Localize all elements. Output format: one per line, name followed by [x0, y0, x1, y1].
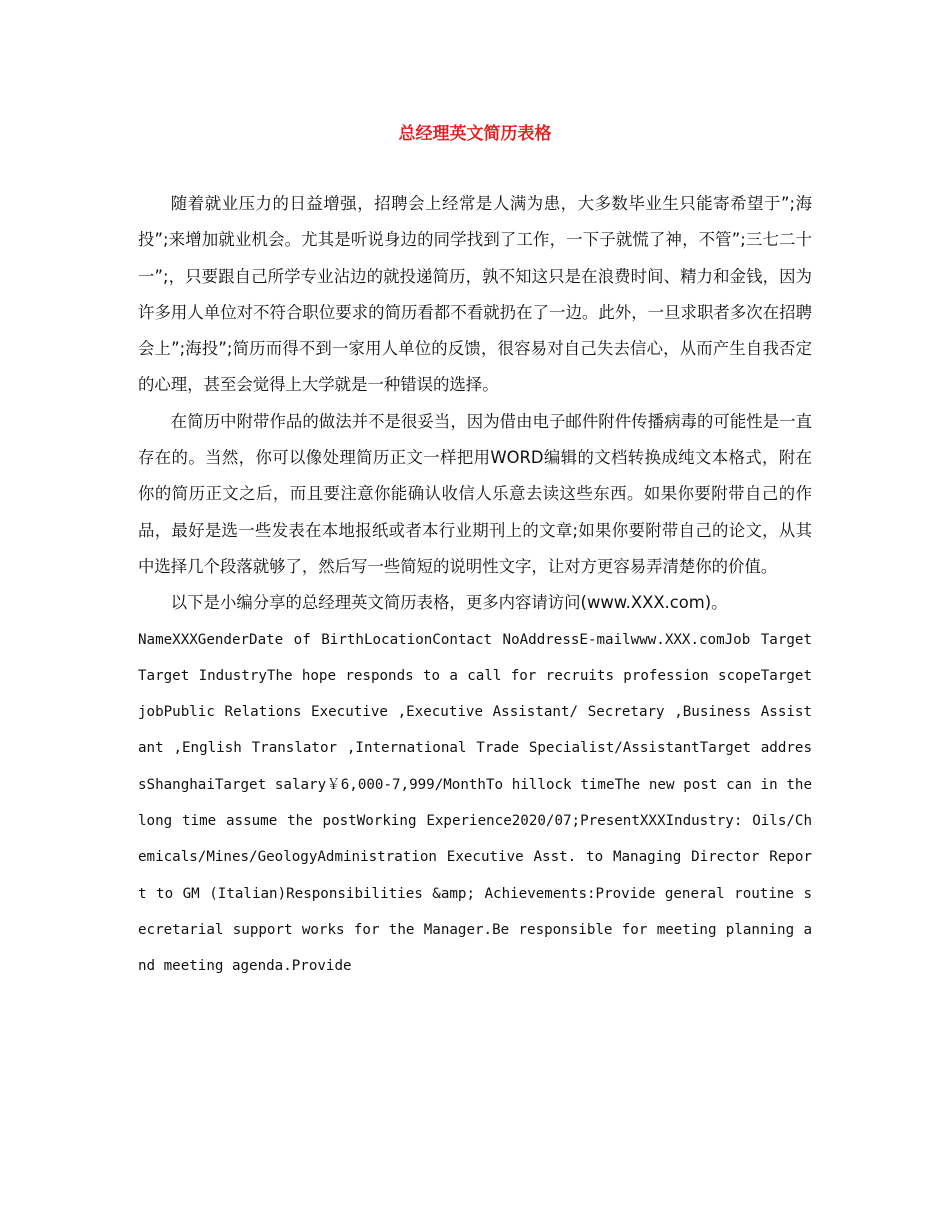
document-body [138, 186, 812, 985]
paragraph-share-note: 以下是小编分享的总经理英文简历表格，更多内容请访问(www.XXX.com)。 [170, 593, 728, 613]
paragraph-intro: 随着就业压力的日益增强，招聘会上经常是人满为患，大多数毕业生只能寄希望于”;海投”;来增加就业机会。尤其是听说身边的同学找到了工作，一下子就慌了神，不管”;三七二十一”;，只要跟自己所学专业沾边的就投递简历，孰不知这只是在浪费时间、精力和金钱，因为许多用人单位对不符合职位要求的简历看都不看就扔在了一边。此外，一旦求职者多次在招聘会上”;海投”;简历而得不到一家用人单位的反馈，很容易对自己失去信心，从而产生自我否定的心理，甚至会觉得上大学就是一种错误的选择。 [138, 194, 812, 395]
document-title: 总经理英文简历表格 [398, 124, 552, 144]
paragraph-attachments: 在简历中附带作品的做法并不是很妥当，因为借由电子邮件附件传播病毒的可能性是一直存在的。当然，你可以像处理简历正文一样把用WORD编辑的文档转换成纯文本格式，附在你的简历正文之后，而且要注意你能确认收信人乐意去读这些东西。如果你要附带自己的作品，最好是选一些发表在本地报纸或者本行业期刊上的文章;如果你要附带自己的论文，从其中选择几个段落就够了，然后写一些简短的说明性文字，让对方更容易弄清楚你的价值。 [138, 411, 812, 576]
resume-text: NameXXXGenderDate of BirthLocationContact NoAddressE-mailwww.XXX.comJob TargetTarget IndustryThe hope responds to a call for recruits profession scopeTarget jobPublic Relations Executive ,Executive Assistant/ Secretary ,Business Assistant ,English Translator ,International Trade Specialist/AssistantTarget addressShanghaiTarget salary￥6,000-7,999/MonthTo hillock timeThe new post can in the long time assume the postWorking Experience2020/07;PresentXXXIndustry: Oils/Chemicals/Mines/GeologyAdministration Executive Asst. to Managing Director Report to GM (Italian)Responsibilities &amp; Achievements:Provide general routine secretarial support works for the Manager.Be responsible for meeting planning and meeting agenda.Provide [138, 631, 812, 975]
